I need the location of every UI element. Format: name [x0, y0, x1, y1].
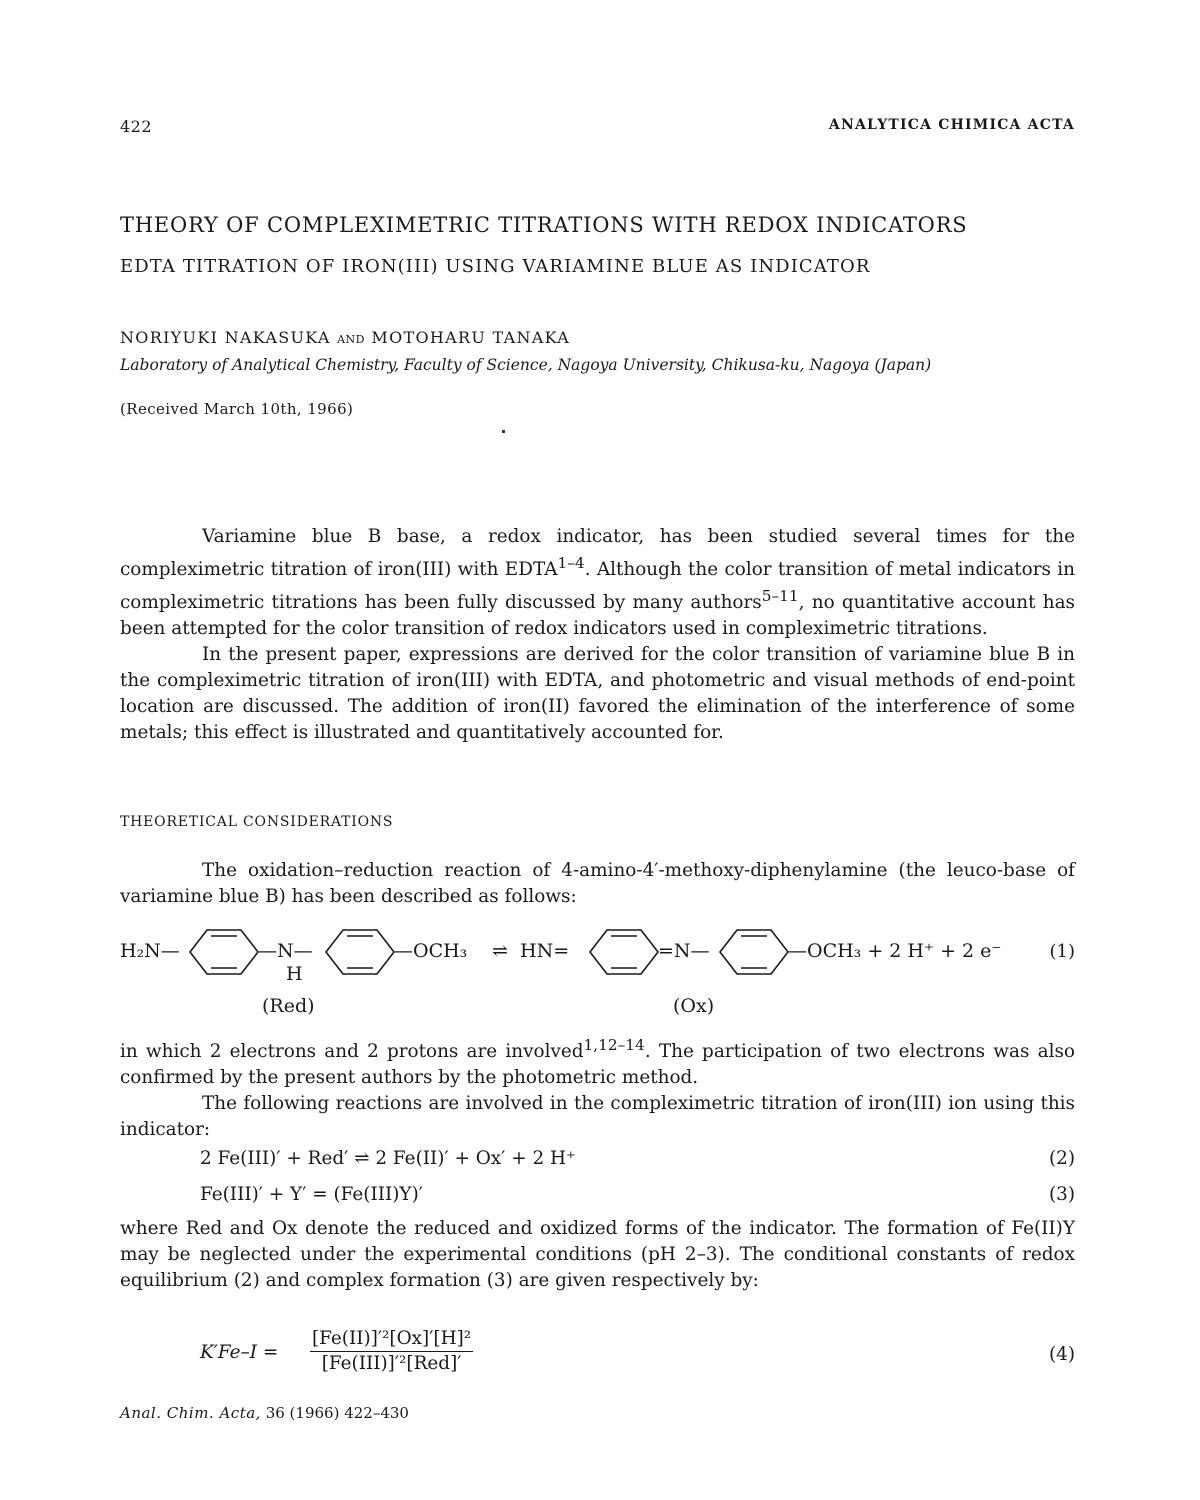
stray-mark — [502, 430, 505, 433]
fraction-numerator: [Fe(II)]′²[Ox]′[H]² — [310, 1328, 473, 1352]
reference: 1,12–14 — [583, 1036, 645, 1054]
red-amine-group: H₂N— — [120, 940, 180, 962]
paragraph-4 — [120, 1032, 1075, 1143]
label-oxidized: (Ox) — [673, 995, 715, 1017]
paragraph-6 — [120, 1216, 1075, 1294]
red-hydrogen: H — [286, 963, 303, 985]
equation-4-lhs: K′Fe–I = — [200, 1342, 279, 1363]
equation-number: (1) — [1049, 941, 1075, 962]
equation-4-fraction — [310, 1328, 473, 1374]
text-run: in which 2 electrons and 2 protons are involved — [120, 1041, 584, 1063]
footer-volume-pages: 36 (1966) 422–430 — [260, 1404, 409, 1422]
ox-imine-group: HN= — [520, 940, 570, 962]
text-run: . Although the color transition of metal indicators in compleximetric titrations has been fully discussed by many authors — [120, 559, 1075, 614]
author-1: NORIYUKI NAKASUKA — [120, 328, 331, 347]
affiliation: Laboratory of Analytical Chemistry, Faculty of Science, Nagoya University, Chikusa-ku, Nagoya (Japan) — [120, 356, 932, 374]
fraction-denominator: [Fe(III)]′²[Red]′ — [321, 1353, 462, 1374]
red-methoxy-group: —OCH₃ — [394, 940, 468, 962]
equation-3-number: (3) — [1048, 1184, 1075, 1205]
equation-3 — [200, 1184, 1075, 1205]
footer-citation — [120, 1404, 409, 1422]
ox-nitrogen-bridge: =N— — [658, 940, 710, 962]
paragraph-3 — [120, 858, 1075, 910]
introduction — [120, 524, 1075, 746]
text-run: , no quantitative account has been attempted for the color transition of redox indicators used in compleximetric titrations. — [120, 592, 1075, 640]
author-2: MOTOHARU TANAKA — [371, 328, 571, 347]
paragraph-2: In the present paper, expressions are derived for the color transition of variamine blue B in the compleximetric titration of iron(III) with EDTA, and photometric and visual methods of end-point location are discussed. The addition of iron(II) favored the elimination of the interference of some metals; this effect is illustrated and quantitatively accounted for. — [120, 644, 1075, 744]
journal-name: ANALYTICA CHIMICA ACTA — [828, 117, 1075, 133]
equation-2-expr: 2 Fe(III)′ + Red′ ⇌ 2 Fe(II)′ + Ox′ + 2 H⁺ — [200, 1148, 576, 1169]
quinoid-ring-icon — [590, 930, 658, 974]
paragraph-4-text — [120, 1032, 1075, 1091]
equilibrium-arrow: ⇌ — [492, 940, 508, 962]
paragraph-6-text: where Red and Ox denote the reduced and oxidized forms of the indicator. The formation of Fe(II)Y may be neglected under the experimental conditions (pH 2–3). The conditional constants of redox equilibrium (2) and complex formation (3) are given respectively by: — [120, 1218, 1075, 1291]
footer-journal: Anal. Chim. Acta, — [120, 1404, 261, 1422]
ox-methoxy-products: —OCH₃ + 2 H⁺ + 2 e⁻ — [788, 940, 1002, 962]
article-title: THEORY OF COMPLEXIMETRIC TITRATIONS WITH REDOX INDICATORS — [120, 213, 968, 237]
text-run: . The participation of two electrons was also confirmed by the present authors by the photometric method. — [120, 1041, 1075, 1089]
benzene-ring-icon — [326, 930, 394, 974]
paragraph-1 — [120, 524, 1075, 642]
equation-2 — [200, 1148, 1075, 1169]
received-date: (Received March 10th, 1966) — [120, 400, 354, 418]
article-subtitle: EDTA TITRATION OF IRON(III) USING VARIAMINE BLUE AS INDICATOR — [120, 256, 871, 277]
reference: 1–4 — [557, 554, 585, 572]
reaction-equation-1 — [120, 924, 1075, 1024]
author-conjunction: AND — [337, 333, 365, 346]
page-number: 422 — [120, 117, 153, 136]
equation-2-number: (2) — [1048, 1148, 1075, 1169]
paragraph-3-text: The oxidation–reduction reaction of 4-amino-4′-methoxy-diphenylamine (the leuco-base of variamine blue B) has been described as follows: — [120, 860, 1075, 907]
reference: 5–11 — [761, 587, 799, 606]
equation-4-number: (4) — [1048, 1344, 1075, 1365]
label-reduced: (Red) — [262, 995, 315, 1017]
equation-4 — [200, 1328, 1075, 1384]
section-heading: THEORETICAL CONSIDERATIONS — [120, 814, 394, 830]
paragraph-5-text: The following reactions are involved in the compleximetric titration of iron(III) ion using this indicator: — [120, 1093, 1075, 1141]
text-run: Variamine blue B base, a redox indicator, has been studied several times for the compleximetric titration of iron(III) with EDTA — [120, 526, 1075, 581]
authors — [120, 328, 570, 347]
benzene-ring-icon — [190, 930, 258, 974]
equation-3-expr: Fe(III)′ + Y′ = (Fe(III)Y)′ — [200, 1184, 423, 1205]
benzene-ring-icon — [720, 930, 788, 974]
red-imine-bridge: —N— — [258, 940, 313, 962]
